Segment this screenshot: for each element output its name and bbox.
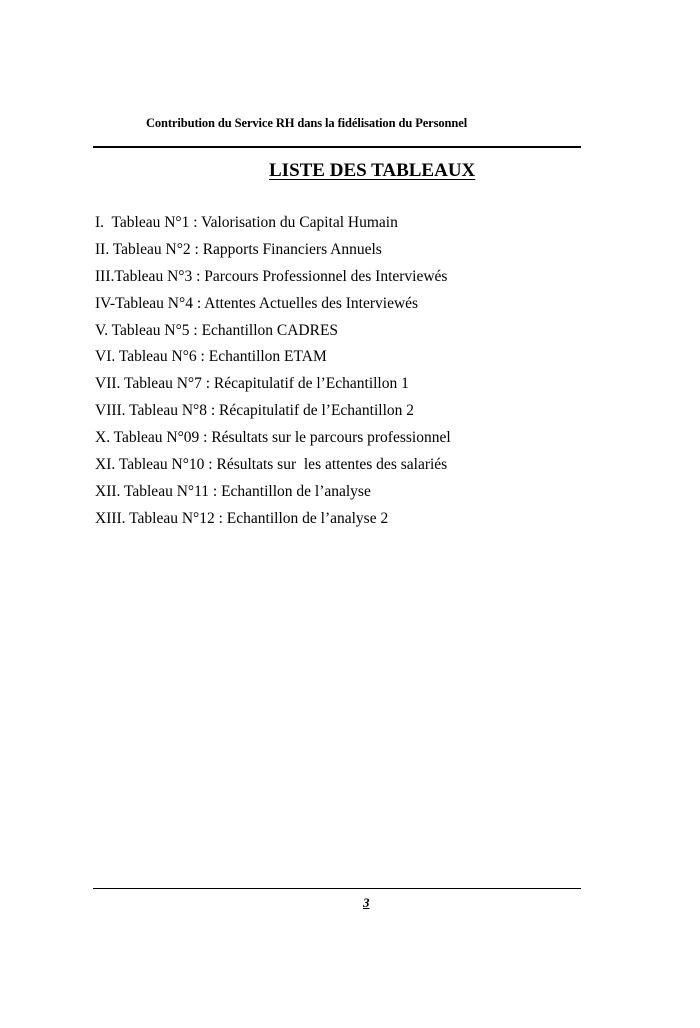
page-title: LISTE DES TABLEAUX (269, 160, 476, 181)
tables-list-item-5: V. Tableau N°5 : Echantillon CADRES (95, 321, 339, 339)
tables-list-item-11: XII. Tableau N°11 : Echantillon de l’analyse (95, 482, 371, 500)
tables-list-item-2: II. Tableau N°2 : Rapports Financiers Annuels (95, 240, 382, 258)
tables-list-item-6: VI. Tableau N°6 : Echantillon ETAM (95, 348, 327, 366)
tables-list-item-12: XIII. Tableau N°12 : Echantillon de l’analyse 2 (95, 509, 389, 527)
tables-list-item-10: XI. Tableau N°10 : Résultats sur les attentes des salariés (95, 456, 448, 474)
tables-list-item-9: X. Tableau N°09 : Résultats sur le parcours professionnel (95, 429, 451, 447)
page-number: 3 (363, 895, 370, 910)
tables-list (95, 212, 451, 535)
header-rule (93, 146, 581, 148)
tables-list-item-1: I. Tableau N°1 : Valorisation du Capital Humain (95, 214, 398, 231)
tables-list-item-4: IV-Tableau N°4 : Attentes Actuelles des Interviewés (95, 294, 419, 312)
tables-list-item-8: VIII. Tableau N°8 : Récapitulatif de l’Echantillon 2 (95, 402, 415, 420)
tables-list-item-7: VII. Tableau N°7 : Récapitulatif de l’Echantillon 1 (95, 375, 409, 393)
tables-list-item-3: III.Tableau N°3 : Parcours Professionnel des Interviewés (95, 267, 448, 285)
footer-rule (93, 888, 581, 889)
running-header: Contribution du Service RH dans la fidélisation du Personnel (145, 116, 468, 130)
